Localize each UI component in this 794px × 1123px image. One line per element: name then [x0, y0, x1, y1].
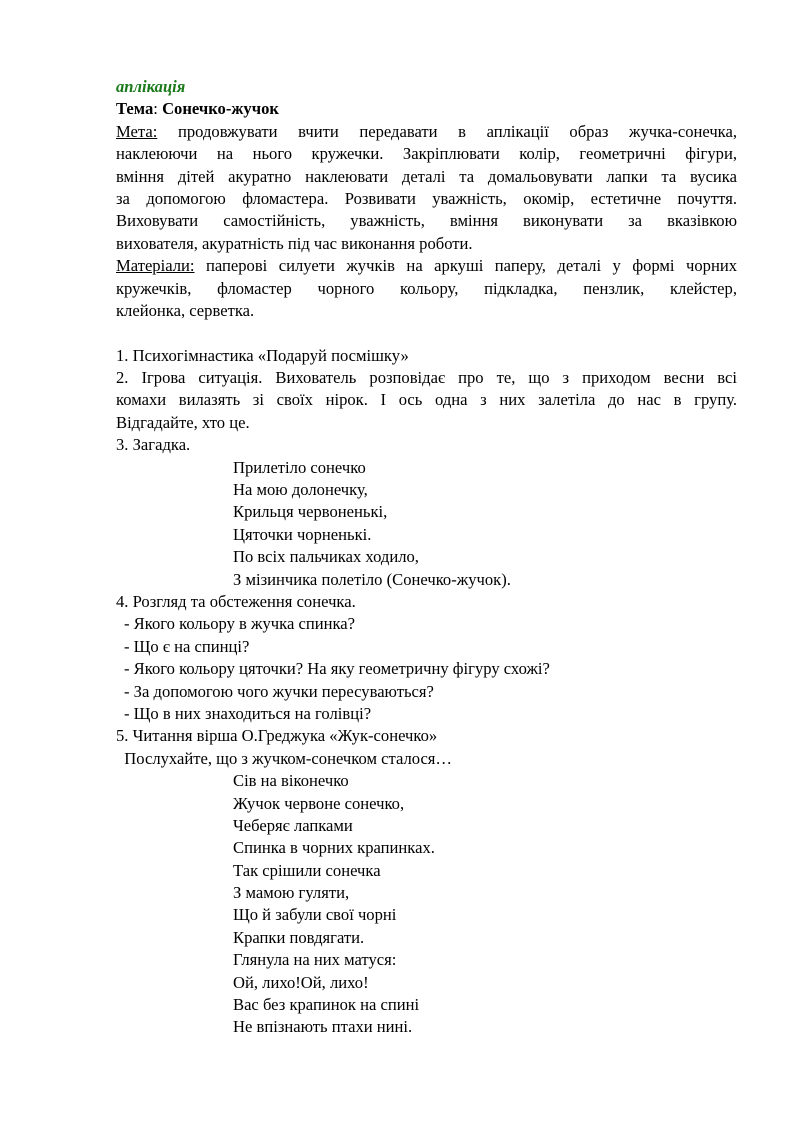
poem-line: Чеберяє лапками	[233, 815, 353, 835]
materials-text-1: паперові силуети жучків на аркуші паперу, деталі у формі чорних	[205, 256, 738, 276]
poem-line: Спинка в чорних крапинках.	[233, 838, 435, 858]
poem-line: З мамою гуляти,	[233, 883, 350, 903]
poem-line: Крапки повдягати.	[233, 927, 365, 947]
question-item: - За допомогою чого жучки пересуваються?	[124, 681, 434, 701]
goal-line-5: Виховувати самостійність, уважність, вміння виконувати за вказівкою	[116, 211, 737, 231]
riddle-line: На мою долонечку,	[233, 480, 368, 500]
materials-line-2: кружечків, фломастер чорного кольору, підкладка, пензлик, клейстер,	[116, 278, 737, 298]
step-4: 4. Розгляд та обстеження сонечка.	[116, 591, 356, 611]
blank-line	[116, 322, 737, 344]
theme-value: Сонечко-жучок	[162, 99, 279, 119]
question-item: - Що є на спинці?	[124, 636, 250, 656]
poem-line: Жучок червоне сонечко,	[233, 793, 405, 813]
goal-line-3: вміння дітей акуратно наклеювати деталі та домальовувати лапки та вусика	[116, 166, 737, 186]
theme-label: Тема	[116, 99, 154, 119]
materials-line-1	[116, 255, 737, 277]
materials-label: Матеріали:	[116, 256, 195, 276]
question-item: - Якого кольору цяточки? На яку геометричну фігуру схожі?	[124, 659, 550, 679]
goal-line-4: за допомогою фломастера. Розвивати уважність, окомір, естетичне почуття.	[116, 188, 737, 208]
riddle-line: Цяточки чорненькі.	[233, 524, 372, 544]
poem-line: Так срішили сонечка	[233, 860, 381, 880]
step-5-intro: Послухайте, що з жучком-сонечком сталося…	[116, 748, 453, 768]
riddle-line: По всіх пальчиках ходило,	[233, 547, 419, 567]
goal-line-2: наклеюючи на нього кружечки. Закріплювати колір, геометричні фігури,	[116, 144, 737, 164]
poem-line: Сів на віконечко	[233, 771, 349, 791]
theme-separator: :	[153, 99, 163, 119]
document-page	[116, 76, 737, 1039]
step-1: 1. Психогімнастика «Подаруй посмішку»	[116, 345, 409, 365]
step-2-line-1: 2. Ігрова ситуація. Вихователь розповідає про те, що з приходом весни всі	[116, 368, 737, 388]
riddle-line: З мізинчика полетіло (Сонечко-жучок).	[233, 569, 511, 589]
step-2-line-3: Відгадайте, хто це.	[116, 412, 250, 432]
question-item: - Якого кольору в жучка спинка?	[124, 614, 356, 634]
riddle-line: Крильця червоненькі,	[233, 502, 388, 522]
poem-line: Ой, лихо!Ой, лихо!	[233, 972, 369, 992]
poem-line: Не впізнають птахи нині.	[233, 1017, 413, 1037]
step-5: 5. Читання вірша О.Греджука «Жук-сонечко»	[116, 726, 438, 746]
riddle-line: Прилетіло сонечко	[233, 457, 366, 477]
poem-line: Глянула на них матуся:	[233, 950, 397, 970]
step-3: 3. Загадка.	[116, 435, 191, 455]
goal-line-6: вихователя, акуратність під час виконання роботи.	[116, 233, 473, 253]
goal-line-1	[116, 121, 737, 143]
theme-line	[116, 98, 737, 120]
category-heading: аплікація	[116, 77, 186, 96]
goal-label: Мета:	[116, 121, 158, 141]
materials-line-3: клейонка, серветка.	[116, 300, 255, 320]
question-item: - Що в них знаходиться на голівці?	[124, 703, 372, 723]
goal-text-1: продовжувати вчити передавати в аплікації образ жучка-сонечка,	[177, 121, 737, 141]
poem-line: Що й забули свої чорні	[233, 905, 397, 925]
step-2-line-2: комахи вилазять зі своїх нірок. І ось одна з них залетіла до нас в групу.	[116, 390, 737, 410]
poem-line: Вас без крапинок на спині	[233, 995, 420, 1015]
